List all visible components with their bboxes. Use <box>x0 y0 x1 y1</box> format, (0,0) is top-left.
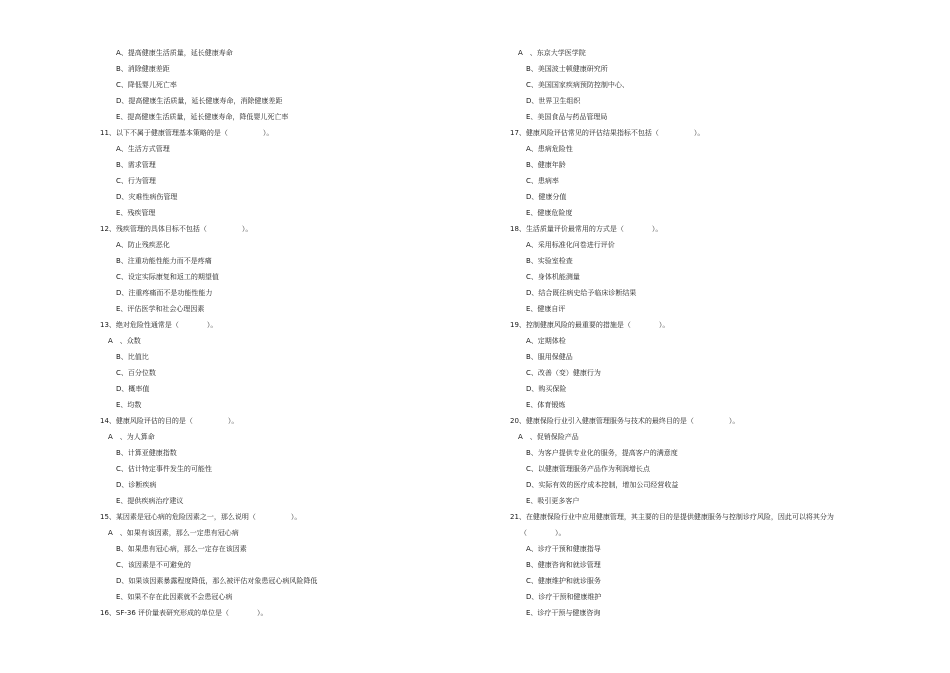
answer-option: C、行为管理 <box>116 177 156 185</box>
question-text: 16、SF-36 评价量表研究形成的单位是（ ）。 <box>100 609 268 617</box>
question-text: 12、残疾管理的具体目标不包括（ ）。 <box>100 225 253 233</box>
answer-option: B、需求管理 <box>116 161 156 169</box>
answer-option: B、健康咨询和就诊管理 <box>526 561 601 569</box>
answer-option: D、灾难性病伤管理 <box>116 193 178 201</box>
answer-option: A 、如果有该因素，那么一定患有冠心病 <box>108 529 239 537</box>
answer-option: D、诊疗干预和健康维护 <box>526 593 602 601</box>
answer-option: A 、众数 <box>108 337 141 345</box>
question-text: 13、绝对危险性通常是（ ）。 <box>100 321 218 329</box>
answer-option: E、美国食品与药品管理局 <box>526 113 608 121</box>
question-continuation: （ ）。 <box>520 529 566 537</box>
answer-option: D、提高健康生活质量，延长健康寿命，消除健康差距 <box>116 97 283 105</box>
answer-option: D、健康分值 <box>526 193 567 201</box>
answer-option: C、百分位数 <box>116 369 156 377</box>
question-text: 19、控制健康风险的最重要的措施是（ ）。 <box>510 321 670 329</box>
answer-option: A、诊疗干预和健康指导 <box>526 545 601 553</box>
answer-option: B、注重功能性能力而不是疼痛 <box>116 257 212 265</box>
answer-option: B、计算亚健康指数 <box>116 449 177 457</box>
answer-option: E、残疾管理 <box>116 209 156 217</box>
question-text: 15、某因素是冠心病的危险因素之一，那么说明（ ）。 <box>100 513 302 521</box>
question-text: 14、健康风险评估的目的是（ ）。 <box>100 417 239 425</box>
answer-option: E、如果不存在此因素就不会患冠心病 <box>116 593 233 601</box>
answer-option: E、健康危险度 <box>526 209 573 217</box>
answer-option: E、健康自评 <box>526 305 566 313</box>
answer-option: D、结合既往病史给予临床诊断结果 <box>526 289 637 297</box>
answer-option: A、采用标准化问卷进行评价 <box>526 241 615 249</box>
question-text: 18、生活质量评价最常用的方式是（ ）。 <box>510 225 663 233</box>
question-text: 17、健康风险评估常见的评估结果指标不包括（ ）。 <box>510 129 705 137</box>
answer-option: D、诊断疾病 <box>116 481 157 489</box>
answer-option: A、定期体检 <box>526 337 566 345</box>
answer-option: A 、为人算命 <box>108 433 155 441</box>
answer-option: E、提供疾病治疗建议 <box>116 497 184 505</box>
answer-option: A、患病危险性 <box>526 145 573 153</box>
answer-option: A 、促销保险产品 <box>518 433 579 441</box>
answer-option: C、美国国家疾病预防控制中心、 <box>526 81 629 89</box>
answer-option: C、身体机能测量 <box>526 273 580 281</box>
answer-option: E、吸引更多客户 <box>526 497 580 505</box>
answer-option: C、估计特定事件发生的可能性 <box>116 465 212 473</box>
question-text: 21、在健康保险行业中应用健康管理，其主要的目的是提供健康服务与控制诊疗风险，因此可以将其分为 <box>510 513 834 521</box>
answer-option: B、为客户提供专业化的服务，提高客户的满意度 <box>526 449 678 457</box>
answer-option: E、提高健康生活质量，延长健康寿命，降低婴儿死亡率 <box>116 113 289 121</box>
answer-option: D、购买保险 <box>526 385 567 393</box>
answer-option: D、世界卫生组织 <box>526 97 581 105</box>
answer-option: C、改善（变）健康行为 <box>526 369 601 377</box>
answer-option: B、实验室检查 <box>526 257 573 265</box>
question-text: 11、以下不属于健康管理基本策略的是（ ）。 <box>100 129 274 137</box>
answer-option: A、防止残疾恶化 <box>116 241 170 249</box>
answer-option: D、如果该因素暴露程度降低，那么被评估对象患冠心病风险降低 <box>116 577 318 585</box>
answer-option: B、消除健康差距 <box>116 65 170 73</box>
answer-option: A、提高健康生活质量，延长健康寿命 <box>116 49 233 57</box>
answer-option: E、均数 <box>116 401 142 409</box>
answer-option: B、美国波士顿健康研究所 <box>526 65 608 73</box>
answer-option: E、体育锻炼 <box>526 401 566 409</box>
left-column <box>100 45 510 621</box>
answer-option: D、实际有效的医疗成本控制，增加公司经营收益 <box>526 481 679 489</box>
answer-option: D、概率值 <box>116 385 150 393</box>
answer-option: E、诊疗干预与健康咨询 <box>526 609 601 617</box>
answer-option: B、如果患有冠心病，那么一定存在该因素 <box>116 545 247 553</box>
answer-option: C、该因素是不可避免的 <box>116 561 191 569</box>
answer-option: C、健康维护和就诊服务 <box>526 577 601 585</box>
answer-option: E、评估医学和社会心理因素 <box>116 305 205 313</box>
answer-option: D、注重疼痛而不是功能性能力 <box>116 289 213 297</box>
answer-option: A、生活方式管理 <box>116 145 170 153</box>
answer-option: B、比值比 <box>116 353 149 361</box>
answer-option: C、患病率 <box>526 177 559 185</box>
answer-option: A 、东京大学医学院 <box>518 49 586 57</box>
answer-option: C、以健康管理服务产品作为利润增长点 <box>526 465 650 473</box>
question-text: 20、健康保险行业引入健康管理服务与技术的最终目的是（ ）。 <box>510 417 740 425</box>
right-column <box>510 45 920 621</box>
answer-option: B、健康年龄 <box>526 161 566 169</box>
answer-option: B、服用保健品 <box>526 353 573 361</box>
answer-option: C、降低婴儿死亡率 <box>116 81 177 89</box>
answer-option: C、设定实际康复和返工的期望值 <box>116 273 219 281</box>
